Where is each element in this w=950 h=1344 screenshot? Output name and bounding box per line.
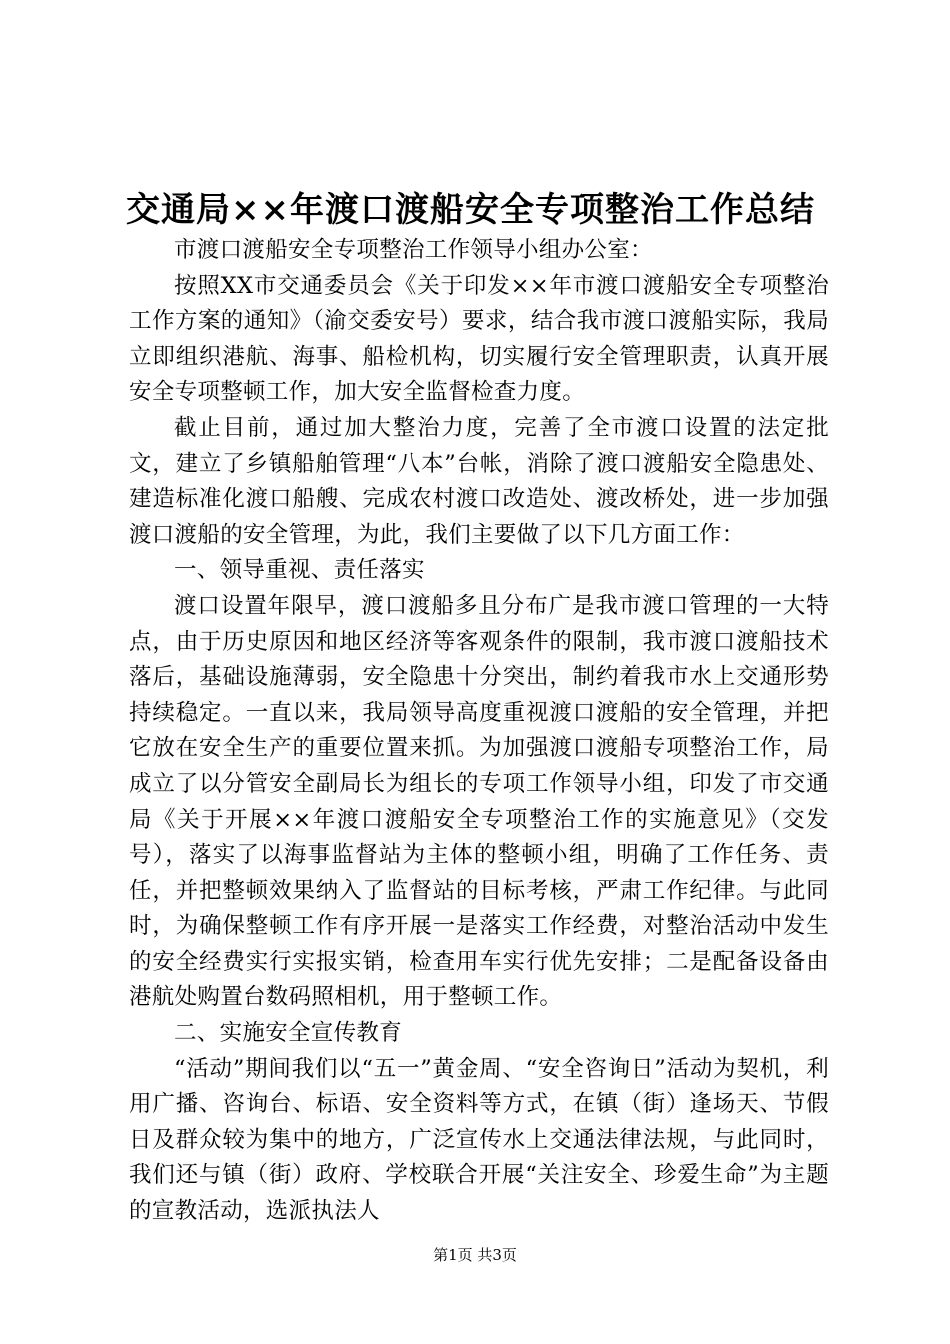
document-title: 交通局××年渡口渡船安全专项整治工作总结 (126, 190, 815, 230)
section-heading-1: 一、领导重视、责任落实 (174, 557, 425, 584)
section-1-paragraph: 渡口设置年限早，渡口渡船多且分布广是我市渡口管理的一大特点，由于历史原因和地区经济等客观条件的限制，我市渡口渡船技术落后，基础设施薄弱，安全隐患十分突出，制约着我市水上交通形势持续稳定。一直以来，我局领导高度重视渡口渡船的安全管理，并把它放在安全生产的重要位置来抓。为加强渡口渡船专项整治工作，局成立了以分管安全副局长为组长的专项工作领导小组，印发了市交通局《关于开展××年渡口渡船安全专项整治工作的实施意见》（交发号），落实了以海事监督站为主体的整顿小组，明确了工作任务、责任，并把整顿效果纳入了监督站的目标考核，严肃工作纪律。与此同时，为确保整顿工作有序开展一是落实工作经费，对整治活动中发生的安全经费实行实报实销，检查用车实行优先安排；二是配备设备由港航处购置台数码照相机，用于整顿工作。 (129, 592, 829, 1011)
salutation-paragraph: 市渡口渡船安全专项整治工作领导小组办公室： (174, 237, 653, 263)
section-2-paragraph: “活动”期间我们以“五一”黄金周、“安全咨询日”活动为契机，利用广播、咨询台、标语、安全资料等方式，在镇（街）逢场天、节假日及群众较为集中的地方，广泛宣传水上交通法律法规，与此同时，我们还与镇（街）政府、学校联合开展“关注安全、珍爱生命”为主题的宣教活动，选派执法人 (129, 1055, 829, 1225)
page-number-footer: 第1页 共3页 (433, 1246, 517, 1264)
intro-paragraph: 按照XX市交通委员会《关于印发××年市渡口渡船安全专项整治工作方案的通知》（渝交委安号）要求，结合我市渡口渡船实际，我局立即组织港航、海事、船检机构，切实履行安全管理职责，认真开展安全专项整顿工作，加大安全监督检查力度。 (129, 272, 829, 406)
summary-paragraph: 截止目前，通过加大整治力度，完善了全市渡口设置的法定批文，建立了乡镇船舶管理“八本”台帐，消除了渡口渡船安全隐患处、建造标准化渡口船艘、完成农村渡口改造处、渡改桥处，进一步加强渡口渡船的安全管理，为此，我们主要做了以下几方面工作： (129, 414, 829, 548)
section-heading-2: 二、实施安全宣传教育 (174, 1020, 403, 1047)
document-body (129, 233, 829, 1230)
